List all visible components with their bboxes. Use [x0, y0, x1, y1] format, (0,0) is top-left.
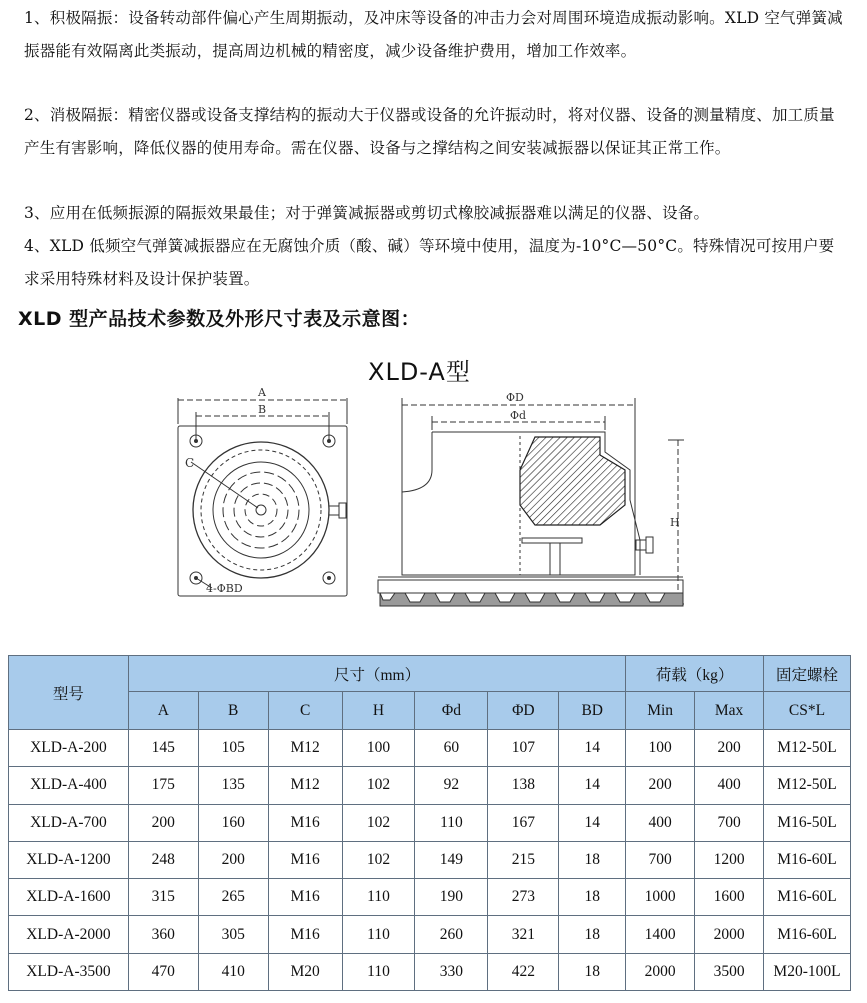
cell-max: 1200 [695, 841, 764, 878]
cell-max: 2000 [695, 916, 764, 953]
paragraph-low-frequency: 3、应用在低频振源的隔振效果最佳；对于弹簧减振器或剪切式橡胶减振器难以满足的仪器、设备。 [24, 204, 710, 222]
table-row [9, 804, 851, 841]
header-c: C [268, 692, 342, 730]
cell-b: 410 [198, 953, 268, 990]
cell-phi-d-outer: 215 [488, 841, 559, 878]
header-bolt: 固定螺栓 [764, 656, 851, 692]
cell-bd: 18 [559, 916, 626, 953]
cell-a: 470 [128, 953, 198, 990]
cell-c: M16 [268, 879, 342, 916]
cell-c: M16 [268, 916, 342, 953]
cell-c: M20 [268, 953, 342, 990]
cell-min: 400 [626, 804, 695, 841]
spec-table [8, 655, 851, 991]
paragraph-passive-isolation: 2、消极隔振：精密仪器或设备支撑结构的振动大于仪器或设备的允许振动时，将对仪器、设备的测量精度、加工质量产生有害影响，降低仪器的使用寿命。需在仪器、设备与之撑结构之间安装减振器以保证其正常工作。 [24, 106, 835, 157]
cell-model: XLD-A-3500 [9, 953, 129, 990]
cell-b: 160 [198, 804, 268, 841]
cell-a: 360 [128, 916, 198, 953]
header-b: B [198, 692, 268, 730]
cell-phi-d-inner: 330 [415, 953, 488, 990]
table-row [9, 730, 851, 767]
dim-b-label: B [258, 403, 267, 416]
cell-phi-d-inner: 60 [415, 730, 488, 767]
cell-a: 200 [128, 804, 198, 841]
cell-min: 200 [626, 767, 695, 804]
cell-bolt: M16-60L [764, 841, 851, 878]
cell-bolt: M12-50L [764, 730, 851, 767]
table-row [9, 879, 851, 916]
top-view [178, 398, 347, 596]
header-model: 型号 [9, 656, 129, 730]
cell-min: 700 [626, 841, 695, 878]
cell-min: 1400 [626, 916, 695, 953]
cell-phi-d-outer: 138 [488, 767, 559, 804]
cell-phi-d-outer: 321 [488, 916, 559, 953]
cell-a: 315 [128, 879, 198, 916]
header-load: 荷载（kg） [626, 656, 764, 692]
cell-phi-d-outer: 273 [488, 879, 559, 916]
cell-model: XLD-A-700 [9, 804, 129, 841]
cell-bolt: M16-50L [764, 804, 851, 841]
header-max: Max [695, 692, 764, 730]
header-bd: BD [559, 692, 626, 730]
cell-bolt: M16-60L [764, 916, 851, 953]
dim-phi-d-outer-label: ΦD [506, 391, 524, 404]
cell-max: 700 [695, 804, 764, 841]
cell-min: 2000 [626, 953, 695, 990]
cell-phi-d-inner: 260 [415, 916, 488, 953]
cell-bd: 18 [559, 953, 626, 990]
cell-bd: 14 [559, 804, 626, 841]
cell-a: 175 [128, 767, 198, 804]
cell-bd: 14 [559, 767, 626, 804]
cell-model: XLD-A-2000 [9, 916, 129, 953]
cell-b: 135 [198, 767, 268, 804]
cell-phi-d-outer: 167 [488, 804, 559, 841]
cell-b: 305 [198, 916, 268, 953]
header-phi-d-outer: ΦD [488, 692, 559, 730]
cell-h: 102 [342, 804, 415, 841]
cell-phi-d-outer: 107 [488, 730, 559, 767]
cell-phi-d-inner: 149 [415, 841, 488, 878]
cell-h: 110 [342, 916, 415, 953]
header-size: 尺寸（mm） [128, 656, 625, 692]
cell-a: 145 [128, 730, 198, 767]
table-body [9, 730, 851, 991]
cell-h: 100 [342, 730, 415, 767]
cell-phi-d-outer: 422 [488, 953, 559, 990]
table-row [9, 841, 851, 878]
section-heading: XLD 型产品技术参数及外形尺寸表及示意图： [18, 308, 421, 330]
table-row [9, 916, 851, 953]
header-h: H [342, 692, 415, 730]
table-header-row [9, 656, 851, 692]
cell-h: 110 [342, 953, 415, 990]
cell-phi-d-inner: 110 [415, 804, 488, 841]
dim-bd-label: 4-ΦBD [206, 582, 243, 595]
table-row [9, 953, 851, 990]
dim-c-label: C [185, 456, 195, 470]
cell-bolt: M20-100L [764, 953, 851, 990]
cell-max: 3500 [695, 953, 764, 990]
cell-c: M16 [268, 804, 342, 841]
cell-bd: 18 [559, 879, 626, 916]
cell-c: M16 [268, 841, 342, 878]
dim-a-label: A [258, 386, 266, 399]
table-subheader-row [9, 692, 851, 730]
cell-max: 200 [695, 730, 764, 767]
cell-a: 248 [128, 841, 198, 878]
rubber-bellows [520, 437, 625, 525]
cell-b: 265 [198, 879, 268, 916]
header-min: Min [626, 692, 695, 730]
header-bolt-sub: CS*L [764, 692, 851, 730]
base-teeth [380, 593, 683, 606]
cell-b: 200 [198, 841, 268, 878]
cell-h: 102 [342, 767, 415, 804]
cell-h: 110 [342, 879, 415, 916]
cell-bolt: M16-60L [764, 879, 851, 916]
cell-c: M12 [268, 767, 342, 804]
cell-max: 400 [695, 767, 764, 804]
figure-title: XLD-A型 [368, 358, 471, 386]
cell-min: 100 [626, 730, 695, 767]
cell-max: 1600 [695, 879, 764, 916]
cell-model: XLD-A-200 [9, 730, 129, 767]
cell-h: 102 [342, 841, 415, 878]
cell-bd: 18 [559, 841, 626, 878]
dim-h-label: H [670, 516, 680, 529]
cell-c: M12 [268, 730, 342, 767]
cell-model: XLD-A-400 [9, 767, 129, 804]
cell-phi-d-inner: 92 [415, 767, 488, 804]
cell-phi-d-inner: 190 [415, 879, 488, 916]
dim-phi-d-inner-label: Φd [510, 409, 527, 422]
cell-bd: 14 [559, 730, 626, 767]
paragraph-active-isolation: 1、积极隔振：设备转动部件偏心产生周期振动，及冲床等设备的冲击力会对周围环境造成振动影响。XLD 空气弹簧减振器能有效隔离此类振动，提高周边机械的精密度，减少设备维护费用，增加工作效率。 [24, 9, 843, 60]
cell-model: XLD-A-1200 [9, 841, 129, 878]
top-view-labels [185, 386, 267, 595]
header-a: A [128, 692, 198, 730]
table-row [9, 767, 851, 804]
header-phi-d-inner: Φd [415, 692, 488, 730]
cell-b: 105 [198, 730, 268, 767]
cell-bolt: M12-50L [764, 767, 851, 804]
paragraph-environment: 4、XLD 低频空气弹簧减振器应在无腐蚀介质（酸、碱）等环境中使用，温度为-10°C—50°C。特殊情况可按用户要求采用特殊材料及设计保护装置。 [24, 237, 835, 288]
cell-min: 1000 [626, 879, 695, 916]
cell-model: XLD-A-1600 [9, 879, 129, 916]
